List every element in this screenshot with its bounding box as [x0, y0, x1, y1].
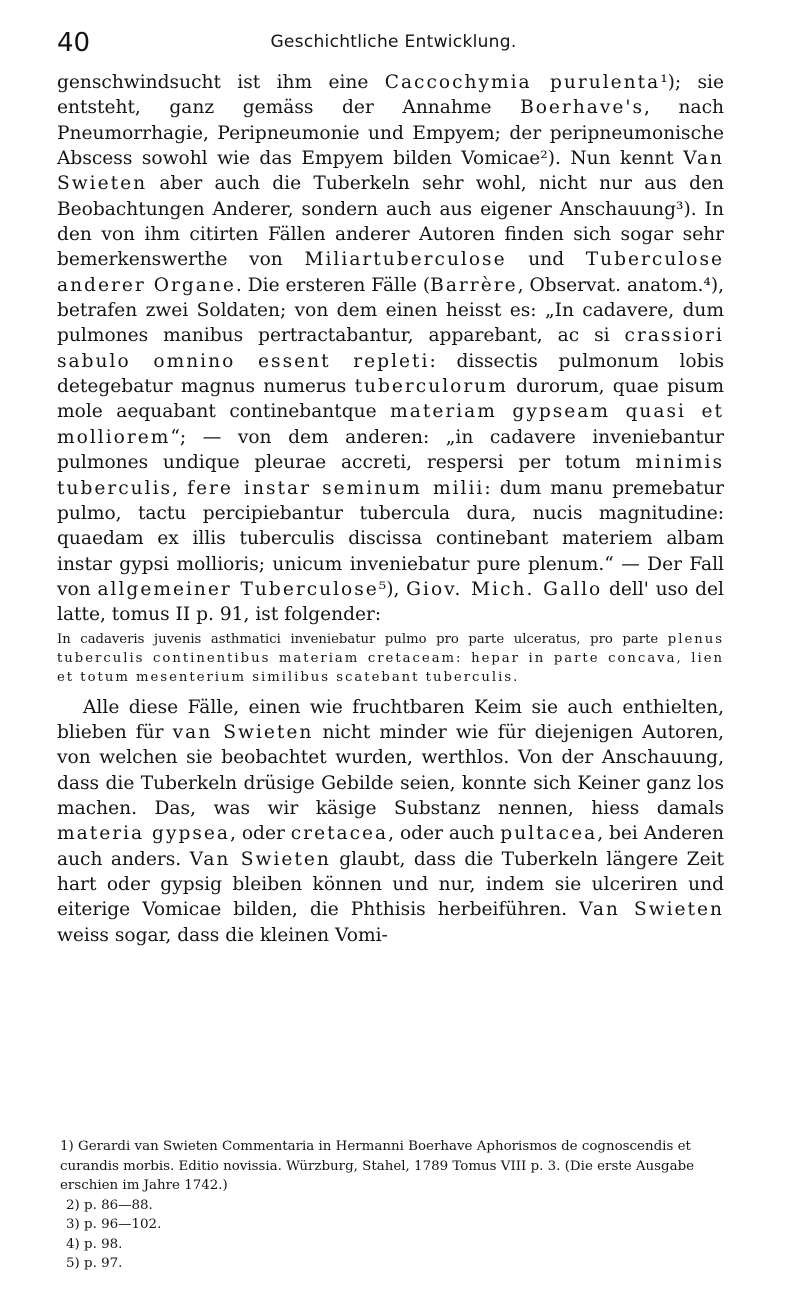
main-text [57, 70, 724, 948]
page-header [57, 28, 730, 58]
footnote-1: 1) Gerardi van Swieten Commentaria in Hermanni Boerhave Aphorismos de cognoscendis et curandis morbis. Editio novissia. Würzburg, Stahel, 1789 Tomus VIII p. 3. (Die erste Ausgabe erschien im Jahre 1742.) [60, 1139, 695, 1193]
footnote-3: 3) p. 96—102. [66, 1217, 162, 1232]
paragraph-1: genschwindsucht ist ihm eine Caccochymia purulenta¹); sie entsteht, ganz gemäss der Annahme Boerhave's, nach Pneumorrhagie, Peripneumonie und Empyem; der peripneumonische Abscess sowohl wie das Empyem bilden Vomicae²). Nun kennt Van Swieten aber auch die Tuberkeln sehr wohl, nicht nur aus den Beobachtungen Anderer, sondern auch aus eigener Anschauung³). In den von ihm citirten Fällen anderer Autoren finden sich sogar sehr bemerkenswerthe von Miliartuberculose und Tuberculose anderer Organe. Die ersteren Fälle (Barrère, Observat. anatom.⁴), betrafen zwei Soldaten; von dem einen heisst es: „In cadavere, dum pulmones manibus pertractabantur, apparebant, ac si crassiori sabulo omnino essent repleti: dissectis pulmonum lobis detegebatur magnus numerus tuberculorum durorum, quae pisum mole aequabant continebantque materiam gypseam quasi et molliorem“; — von dem anderen: „in cadavere inveniebantur pulmones undique pleurae accreti, respersi per totum minimis tuberculis, fere instar seminum milii: dum manu premebatur pulmo, tactu percipiebantur tubercula dura, nucis magnitudine: quaedam ex illis tuberculis discissa continebant materiem albam instar gypsi mollioris; unicum inveniebatur pure plenum.“ — Der Fall von allgemeiner Tuberculose⁵), Giov. Mich. Gallo dell' uso del latte, tomus II p. 91, ist folgender: [57, 72, 725, 626]
page-number: 40 [57, 28, 91, 58]
footnotes [60, 1137, 724, 1274]
footnote-5: 5) p. 97. [66, 1256, 123, 1271]
footnote-2: 2) p. 86—88. [66, 1197, 153, 1213]
running-title: Geschichtliche Entwicklung. [270, 32, 517, 52]
quote-block: In cadaveris juvenis asthmatici inveniebatur pulmo pro parte ulceratus, pro parte plenus tuberculis continentibus materiam cretaceam: hepar in parte concava, lien et totum mesenterium similibus scatebant tuberculis. [57, 631, 724, 685]
footnote-4: 4) p. 98. [66, 1236, 123, 1252]
paragraph-2: Alle diese Fälle, einen wie fruchtbaren Keim sie auch enthielten, blieben für van Swieten nicht minder wie für diejenigen Autoren, von welchen sie beobachtet wurden, werthlos. Von der Anschauung, dass die Tuberkeln drüsige Gebilde seien, konnte sich Keiner ganz los machen. Das, was wir käsige Substanz nennen, hiess damals materia gypsea, oder cretacea, oder auch pultacea, bei Anderen auch anders. Van Swieten glaubt, dass die Tuberkeln längere Zeit hart oder gypsig bleiben können und nur, indem sie ulceriren und eiterige Vomicae bilden, die Phthisis herbeiführen. Van Swieten weiss sogar, dass die kleinen Vomi- [57, 696, 725, 946]
